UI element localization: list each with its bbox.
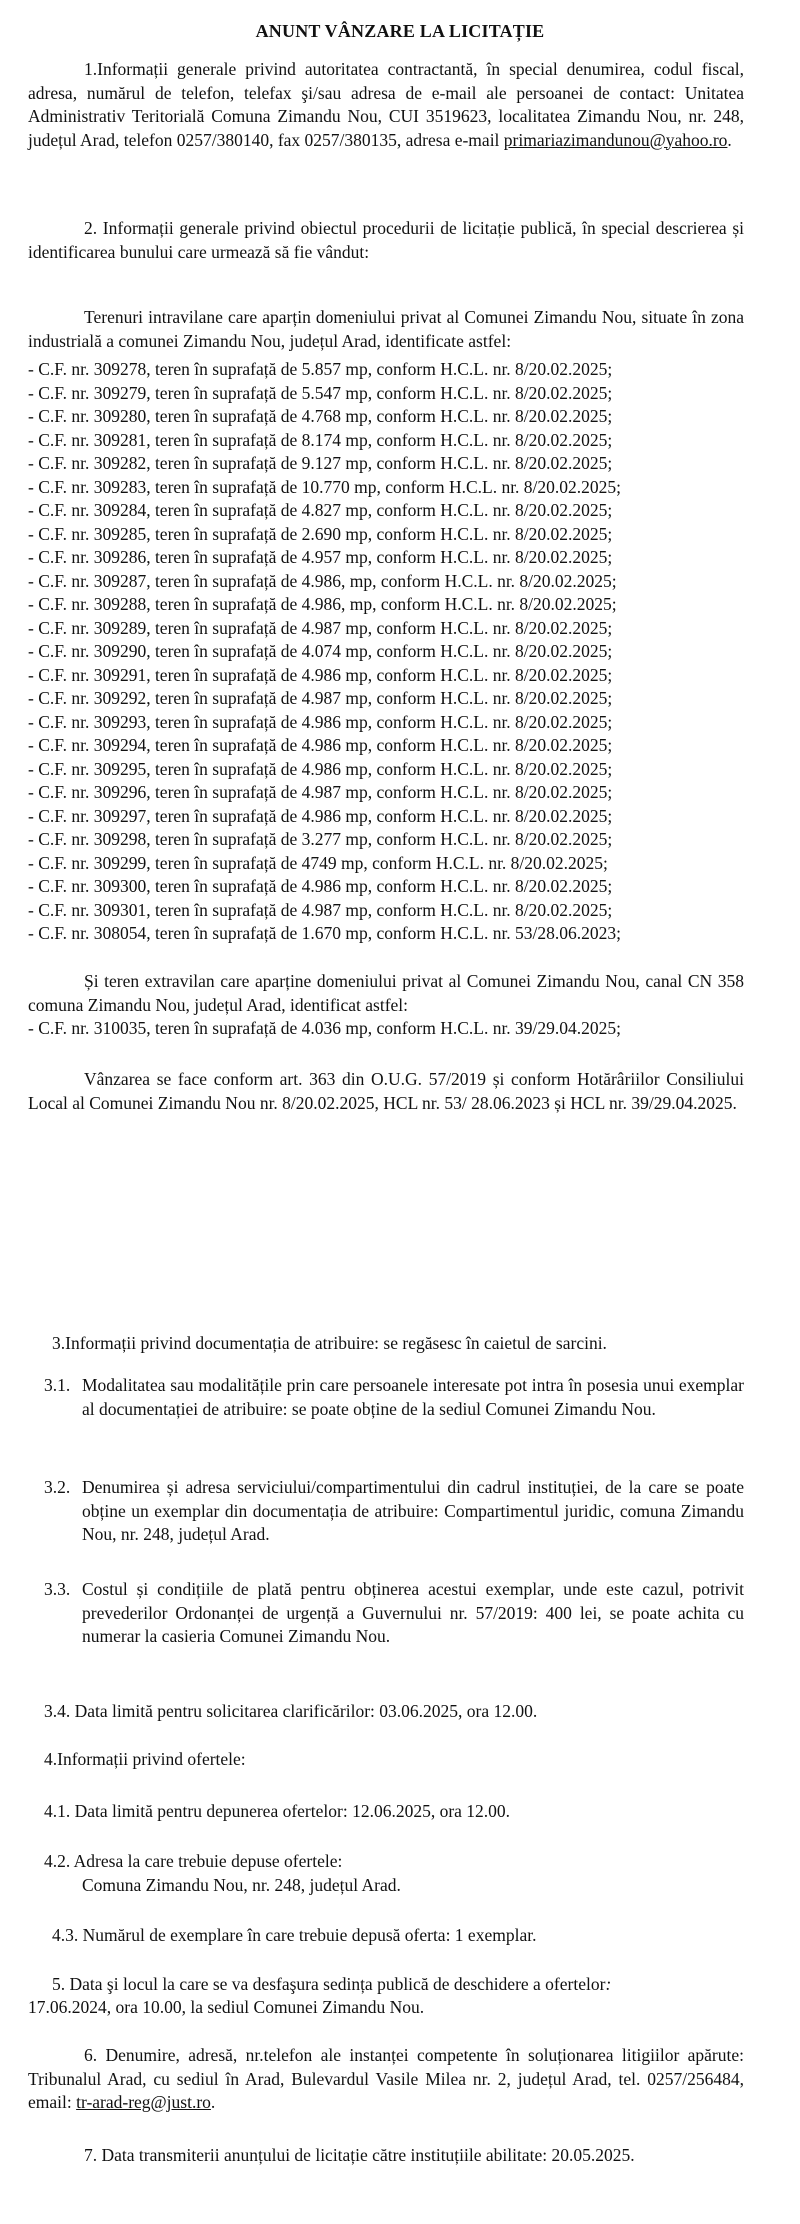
section-3-1-number: 3.1. [44, 1375, 71, 1395]
section-4-2-address: Comuna Zimandu Nou, nr. 248, județul Arad. [82, 1875, 401, 1895]
extravilan-parcel: - C.F. nr. 310035, teren în suprafață de 4.036 mp, conform H.C.L. nr. 39/29.04.2025; [28, 1018, 622, 1038]
section-2-heading: 2. Informații generale privind obiectul procedurii de licitație publică, în special descrierea și identificarea bunului care urmează să fie vândut: [28, 218, 744, 262]
section-5-text: 5. Data şi locul la care se va desfaşura sedința publică de deschidere a ofertelor [52, 1974, 606, 1994]
parcel-item: - C.F. nr. 308054, teren în suprafață de 1.670 mp, conform H.C.L. nr. 53/28.06.2023; [28, 923, 622, 943]
section-6-text: 6. Denumire, adresă, nr.telefon ale instanței competente în soluționarea litigiilor apărute: Tribunalul Arad, cu sediul în Arad, Bulevardul Vasile Milea nr. 2, județul Arad, tel. 0257/256484, email: [28, 2045, 744, 2112]
section-4-3: 4.3. Numărul de exemplare în care trebuie depusă oferta: 1 exemplar. [52, 1925, 537, 1945]
section-5-line-2: 17.06.2024, ora 10.00, la sediul Comunei Zimandu Nou. [28, 1997, 425, 2017]
parcel-item: - C.F. nr. 309290, teren în suprafață de 4.074 mp, conform H.C.L. nr. 8/20.02.2025; [28, 641, 613, 661]
parcel-item: - C.F. nr. 309280, teren în suprafață de 4.768 mp, conform H.C.L. nr. 8/20.02.2025; [28, 406, 613, 426]
section-6-end: . [210, 2092, 216, 2112]
parcel-item: - C.F. nr. 309299, teren în suprafață de 4749 mp, conform H.C.L. nr. 8/20.02.2025; [28, 852, 608, 873]
parcel-item: - C.F. nr. 309298, teren în suprafață de 3.277 mp, conform H.C.L. nr. 8/20.02.2025; [28, 829, 613, 849]
section-7: 7. Data transmiterii anunțului de licitație către instituțiile abilitate: 20.05.2025. [84, 2145, 635, 2165]
section-3-2-number: 3.2. [44, 1477, 71, 1497]
intravilan-intro: Terenuri intravilane care aparțin domeniului privat al Comunei Zimandu Nou, situate în zona industrială a comunei Zimandu Nou, județul Arad, identificate astfel: [28, 307, 744, 351]
parcel-item: - C.F. nr. 309288, teren în suprafață de 4.986, mp, conform H.C.L. nr. 8/20.02.2025; [28, 594, 617, 614]
parcel-item: - C.F. nr. 309294, teren în suprafață de 4.986 mp, conform H.C.L. nr. 8/20.02.2025; [28, 735, 613, 755]
section-3-heading: 3.Informații privind documentația de atribuire: se regăsesc în caietul de sarcini. [52, 1333, 607, 1353]
parcel-item: - C.F. nr. 309287, teren în suprafață de 4.986, mp, conform H.C.L. nr. 8/20.02.2025; [28, 570, 617, 591]
parcel-item: - C.F. nr. 309284, teren în suprafață de 4.827 mp, conform H.C.L. nr. 8/20.02.2025; [28, 500, 613, 520]
section-4-1: 4.1. Data limită pentru depunerea ofertelor: 12.06.2025, ora 12.00. [44, 1801, 511, 1821]
extravilan-intro: Și teren extravilan care aparține domeniului privat al Comunei Zimandu Nou, canal CN 358 comuna Zimandu Nou, județul Arad, identificat astfel: [28, 971, 744, 1015]
parcel-item: - C.F. nr. 309300, teren în suprafață de 4.986 mp, conform H.C.L. nr. 8/20.02.2025; [28, 876, 613, 896]
section-1-text: 1.Informații generale privind autoritatea contractantă, în special denumirea, codul fiscal, adresa, numărul de telefon, telefax şi/sau adresa de e-mail ale persoanei de contact: Unitatea Administrativ Teritorială Comuna Zimandu Nou, CUI 3519623, localitatea Zimandu Nou, nr. 248, județul Arad, telefon 0257/380140, fax 0257/380135, adresa e-mail [28, 59, 744, 150]
section-5-colon: : [605, 1974, 612, 1994]
section-1-paragraph [28, 58, 744, 152]
section-5-line-1 [52, 1973, 768, 1997]
parcel-item: - C.F. nr. 309283, teren în suprafață de 10.770 mp, conform H.C.L. nr. 8/20.02.2025; [28, 476, 622, 497]
section-4-2: 4.2. Adresa la care trebuie depuse ofertele: [44, 1851, 343, 1871]
section-3-4: 3.4. Data limită pentru solicitarea clarificărilor: 03.06.2025, ora 12.00. [44, 1701, 538, 1721]
parcel-item: - C.F. nr. 309296, teren în suprafață de 4.987 mp, conform H.C.L. nr. 8/20.02.2025; [28, 782, 613, 802]
section-4-heading: 4.Informații privind ofertele: [44, 1749, 246, 1769]
parcel-item: - C.F. nr. 309292, teren în suprafață de 4.987 mp, conform H.C.L. nr. 8/20.02.2025; [28, 688, 613, 708]
parcel-list [28, 358, 768, 946]
section-3-3-number: 3.3. [44, 1579, 71, 1599]
parcel-item: - C.F. nr. 309286, teren în suprafață de 4.957 mp, conform H.C.L. nr. 8/20.02.2025; [28, 547, 613, 567]
contact-email-link[interactable]: primariazimandunou@yahoo.ro [503, 129, 728, 150]
section-3-1-text: Modalitatea sau modalitățile prin care persoanele interesate pot intra în posesia unui exemplar al documentației de atribuire: se poate obține de la sediul Comunei Zimandu Nou. [82, 1375, 744, 1419]
parcel-item: - C.F. nr. 309281, teren în suprafață de 8.174 mp, conform H.C.L. nr. 8/20.02.2025; [28, 429, 613, 450]
parcel-item: - C.F. nr. 309279, teren în suprafață de 5.547 mp, conform H.C.L. nr. 8/20.02.2025; [28, 382, 613, 403]
parcel-item: - C.F. nr. 309285, teren în suprafață de 2.690 mp, conform H.C.L. nr. 8/20.02.2025; [28, 523, 613, 544]
parcel-item: - C.F. nr. 309297, teren în suprafață de 4.986 mp, conform H.C.L. nr. 8/20.02.2025; [28, 805, 613, 826]
legal-basis: Vânzarea se face conform art. 363 din O.U.G. 57/2019 și conform Hotărâriilor Consiliului Local al Comunei Zimandu Nou nr. 8/20.02.2025, HCL nr. 53/ 28.06.2023 și HCL nr. 39/29.04.2025. [28, 1069, 744, 1113]
parcel-item: - C.F. nr. 309293, teren în suprafață de 4.986 mp, conform H.C.L. nr. 8/20.02.2025; [28, 711, 613, 732]
parcel-item: - C.F. nr. 309301, teren în suprafață de 4.987 mp, conform H.C.L. nr. 8/20.02.2025; [28, 899, 613, 920]
document-title: ANUNT VÂNZARE LA LICITAȚIE [255, 21, 545, 41]
parcel-item: - C.F. nr. 309291, teren în suprafață de 4.986 mp, conform H.C.L. nr. 8/20.02.2025; [28, 664, 613, 685]
parcel-item: - C.F. nr. 309282, teren în suprafață de 9.127 mp, conform H.C.L. nr. 8/20.02.2025; [28, 453, 613, 473]
section-1-end: . [727, 129, 732, 150]
court-email-link[interactable]: tr-arad-reg@just.ro [76, 2092, 211, 2112]
parcel-item: - C.F. nr. 309289, teren în suprafață de 4.987 mp, conform H.C.L. nr. 8/20.02.2025; [28, 617, 613, 638]
section-3-2-text: Denumirea și adresa serviciului/compartimentului din cadrul instituției, de la care se poate obține un exemplar din documentația de atribuire: Compartimentul juridic, comuna Zimandu Nou, nr. 248, județul Arad. [82, 1477, 744, 1544]
section-6-paragraph [28, 2044, 744, 2115]
parcel-item: - C.F. nr. 309278, teren în suprafață de 5.857 mp, conform H.C.L. nr. 8/20.02.2025; [28, 359, 613, 379]
parcel-item: - C.F. nr. 309295, teren în suprafață de 4.986 mp, conform H.C.L. nr. 8/20.02.2025; [28, 758, 613, 779]
section-3-3-text: Costul și condițiile de plată pentru obținerea acestui exemplar, unde este cazul, potrivit prevederilor Ordonanței de urgență a Guvernului nr. 57/2019: 400 lei, se poate achita cu numerar la casieria Comunei Zimandu Nou. [82, 1579, 744, 1646]
